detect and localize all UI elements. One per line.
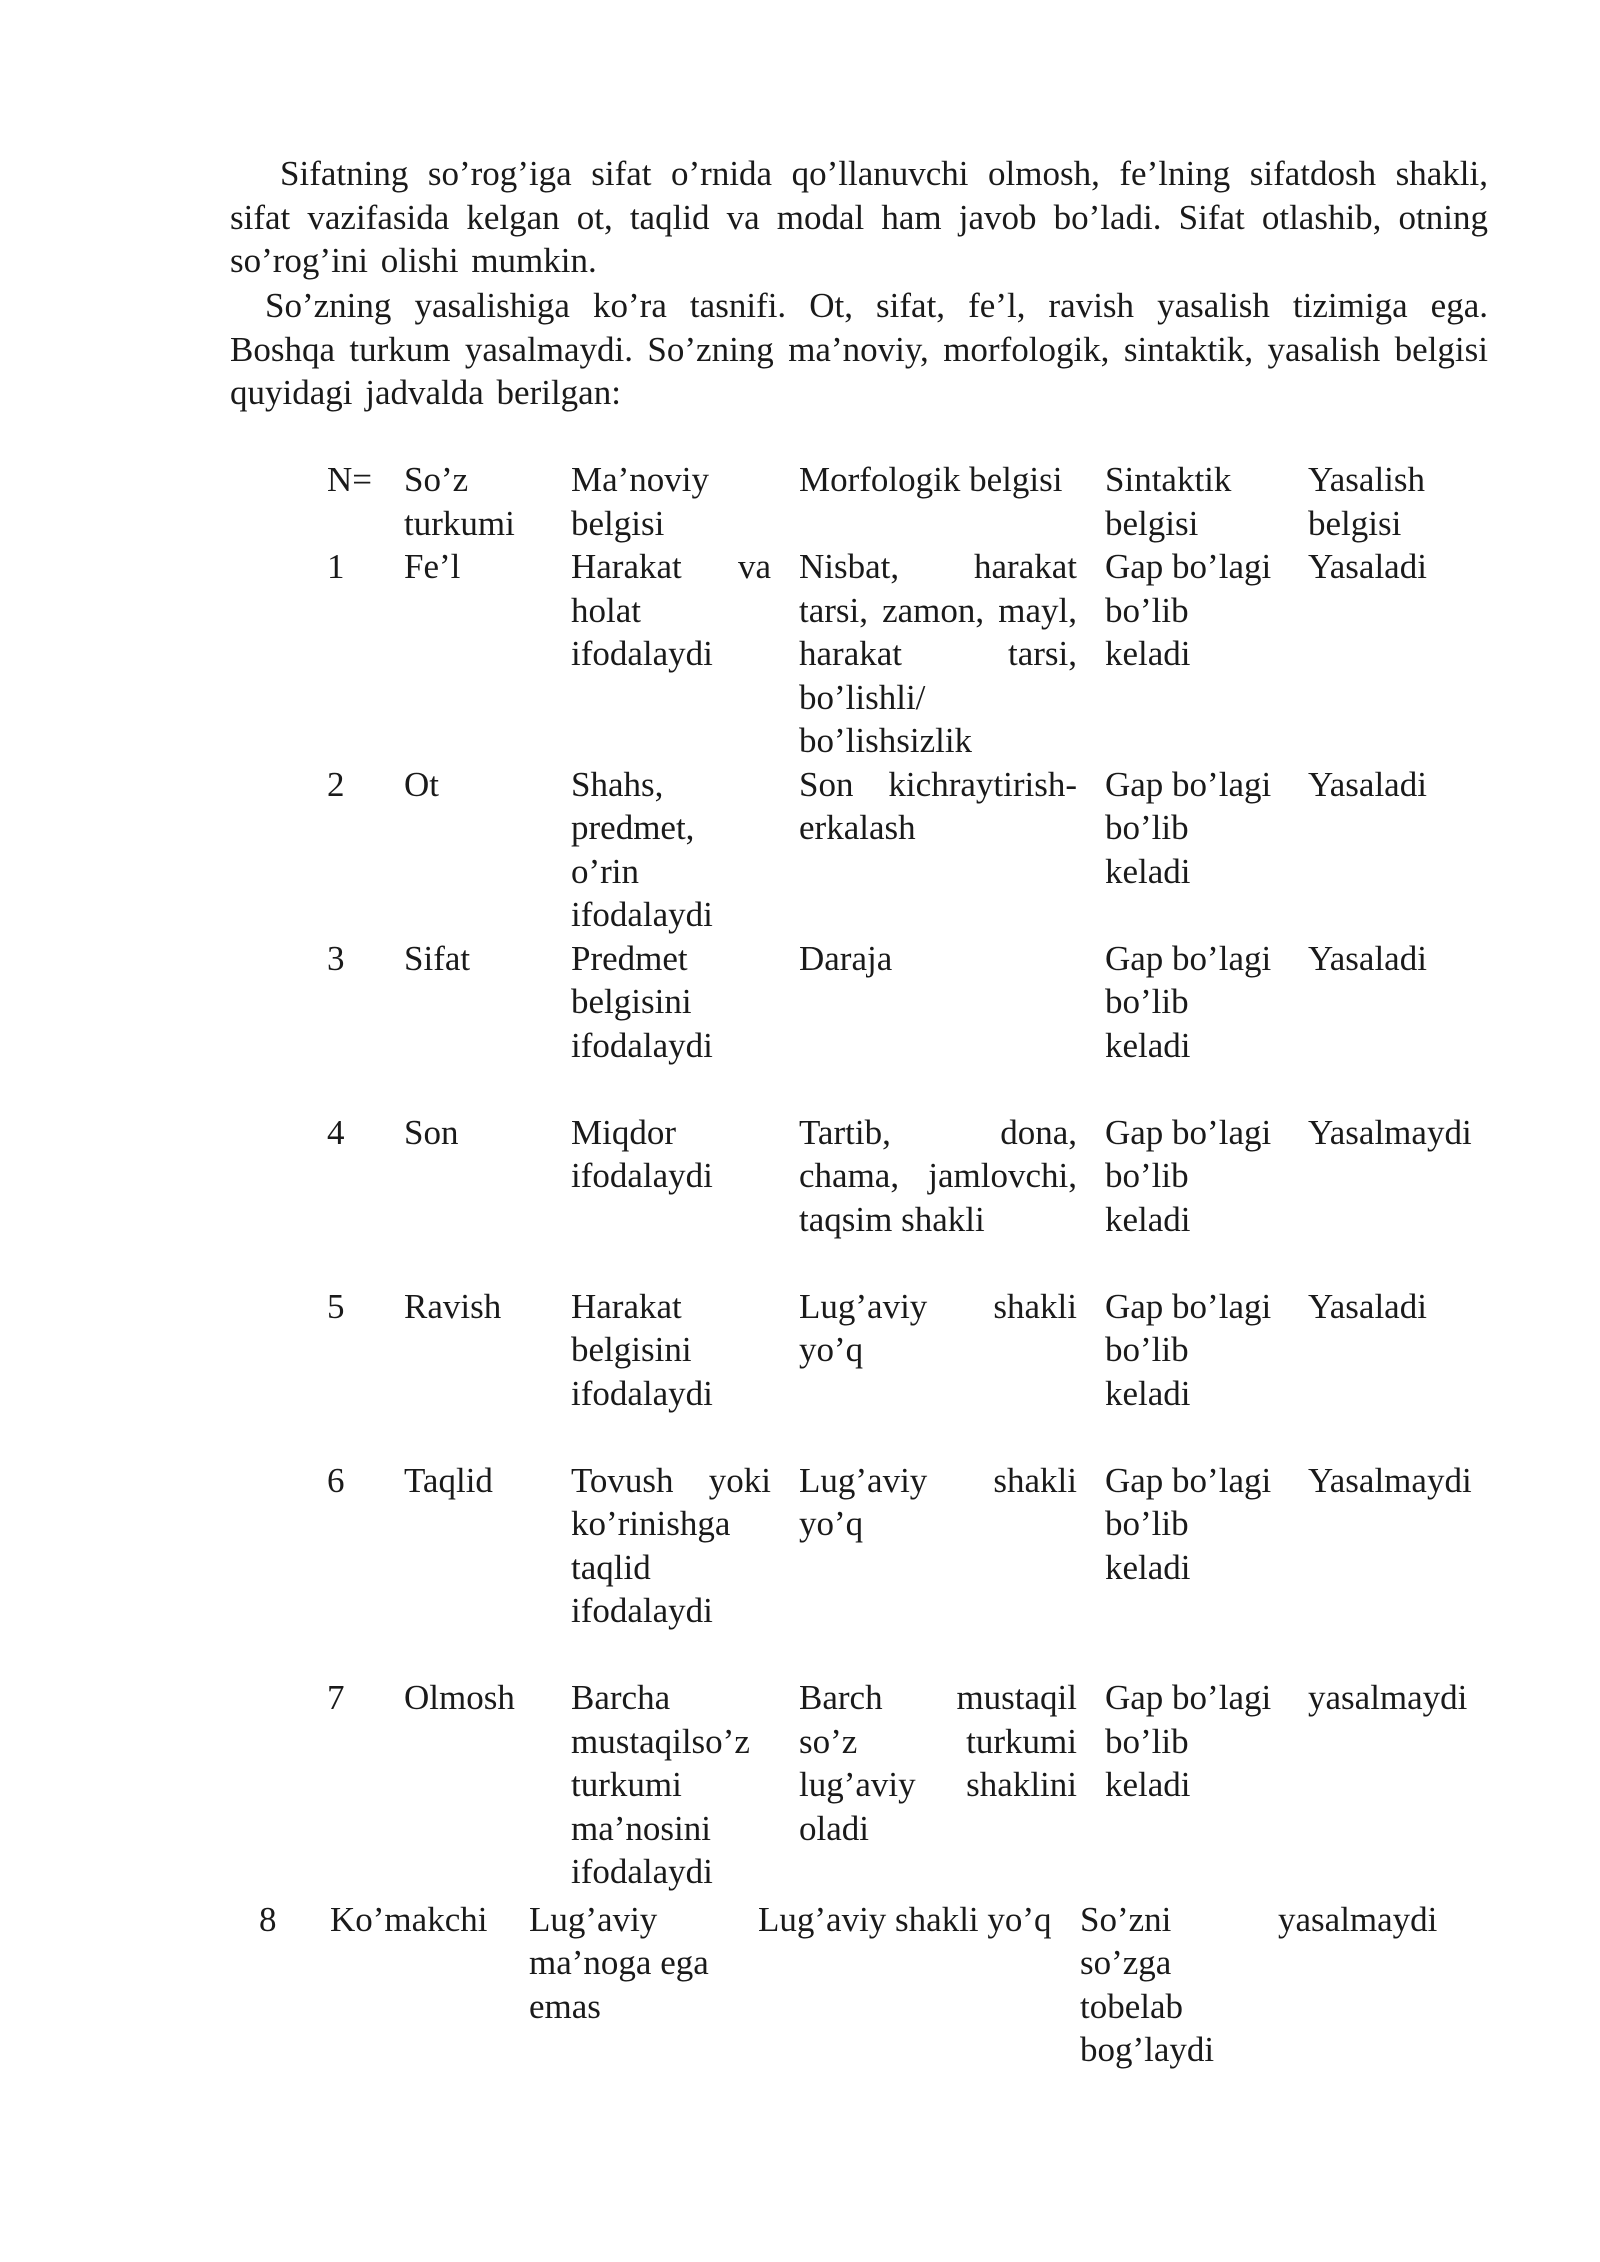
table-cell-derivation: yasalmaydi bbox=[1308, 1678, 1468, 1717]
table-cell-word-class: Fe’l bbox=[404, 547, 461, 586]
header-cell-morphological: Morfologik belgisi bbox=[799, 460, 1063, 499]
table-cell-derivation: Yasaladi bbox=[1308, 764, 1427, 804]
table-cell-derivation: yasalmaydi bbox=[1278, 1899, 1438, 1939]
table-cell-number: 5 bbox=[327, 1286, 345, 1326]
table-cell-morphological: Barch mustaqil so’z turkumi lug’aviy shaklini oladi bbox=[799, 1678, 1077, 1848]
table-cell-morphological: Daraja bbox=[799, 938, 893, 978]
table-cell-morphological: Son kichraytirish-erkalash bbox=[799, 764, 1077, 847]
table-cell-word-class: Ot bbox=[404, 764, 439, 804]
table-cell-semantic: Harakat va holat ifodalaydi bbox=[571, 547, 771, 673]
table-cell-derivation: Yasalmaydi bbox=[1308, 1112, 1472, 1152]
table-cell-word-class: Sifat bbox=[404, 938, 471, 978]
table-cell-semantic: Miqdor ifodalaydi bbox=[571, 1112, 713, 1195]
table-cell-derivation: Yasaladi bbox=[1308, 547, 1427, 586]
table-cell-syntactic: Gap bo’lagi bo’lib keladi bbox=[1105, 1460, 1272, 1587]
table-cell-semantic: Shahs, predmet, o’rin ifodalaydi bbox=[571, 764, 713, 934]
table-cell-word-class: Olmosh bbox=[404, 1678, 515, 1717]
header-cell-semantic: Ma’noviy belgisi bbox=[571, 460, 710, 543]
table-cell-semantic: Tovush yoki ko’rinishga taqlid ifodalaydi bbox=[571, 1460, 771, 1630]
table-cell-semantic: Barcha mustaqilso’z turkumi ma’nosini ifodalaydi bbox=[571, 1678, 750, 1891]
header-cell-syntactic: Sintaktik belgisi bbox=[1105, 460, 1232, 543]
table-cell-word-class: Ko’makchi bbox=[330, 1899, 488, 1939]
table-cell-semantic: Lug’aviy ma’noga ega emas bbox=[529, 1899, 709, 2026]
table-cell-number: 8 bbox=[259, 1899, 277, 1939]
classification-paragraph: So’zning yasalishiga ko’ra tasnifi. Ot, sifat, fe’l, ravish yasalish tizimiga ega. Boshqa turkum yasalmaydi. So’zning ma’noviy, morfologik, sintaktik, yasalish belgisi quyidagi jadvalda berilgan: bbox=[230, 286, 1488, 412]
table-cell-semantic: Harakat belgisini ifodalaydi bbox=[571, 1286, 713, 1413]
header-cell-number: N= bbox=[327, 460, 373, 499]
table-cell-number: 6 bbox=[327, 1460, 345, 1500]
table-cell-syntactic: Gap bo’lagi bo’lib keladi bbox=[1105, 764, 1272, 891]
table-cell-syntactic: Gap bo’lagi bo’lib keladi bbox=[1105, 938, 1272, 1065]
table-cell-word-class: Taqlid bbox=[404, 1460, 493, 1500]
table-cell-word-class: Ravish bbox=[404, 1286, 502, 1326]
table-cell-derivation: Yasaladi bbox=[1308, 938, 1427, 978]
intro-paragraph: Sifatning so’rog’iga sifat o’rnida qo’llanuvchi olmosh, fe’lning sifatdosh shakli, sifat vazifasida kelgan ot, taqlid va modal ham javob bo’ladi. Sifat otlashib, otning so’rog’ini olishi mumkin. bbox=[230, 154, 1488, 280]
table-cell-morphological: Tartib, dona, chama, jamlovchi, taqsim shakli bbox=[799, 1112, 1077, 1239]
table-cell-morphological: Nisbat, harakat tarsi, zamon, mayl, harakat tarsi, bo’lishli/ bo’lishsizlik bbox=[799, 547, 1077, 760]
table-cell-morphological: Lug’aviy shakli yo’q bbox=[799, 1460, 1077, 1543]
table-cell-syntactic: Gap bo’lagi bo’lib keladi bbox=[1105, 1112, 1272, 1239]
table-cell-number: 2 bbox=[327, 764, 345, 804]
table-cell-number: 1 bbox=[327, 547, 345, 586]
table-cell-syntactic: So’zni so’zga tobelab bog’laydi bbox=[1080, 1899, 1215, 2069]
table-cell-number: 4 bbox=[327, 1112, 345, 1152]
header-cell-word-class: So’z turkumi bbox=[404, 460, 515, 543]
table-cell-morphological: Lug’aviy shakli yo’q bbox=[799, 1286, 1077, 1369]
table-cell-morphological: Lug’aviy shakli yo’q bbox=[758, 1899, 1052, 1939]
table-cell-word-class: Son bbox=[404, 1112, 459, 1152]
table-cell-derivation: Yasaladi bbox=[1308, 1286, 1427, 1326]
table-cell-syntactic: Gap bo’lagi bo’lib keladi bbox=[1105, 1286, 1272, 1413]
header-cell-derivation: Yasalish belgisi bbox=[1308, 460, 1426, 543]
table-cell-number: 3 bbox=[327, 938, 345, 978]
table-cell-syntactic: Gap bo’lagi bo’lib keladi bbox=[1105, 547, 1272, 673]
table-cell-derivation: Yasalmaydi bbox=[1308, 1460, 1472, 1500]
table-cell-syntactic: Gap bo’lagi bo’lib keladi bbox=[1105, 1678, 1272, 1804]
table-cell-number: 7 bbox=[327, 1678, 345, 1717]
table-cell-semantic: Predmet belgisini ifodalaydi bbox=[571, 938, 713, 1065]
